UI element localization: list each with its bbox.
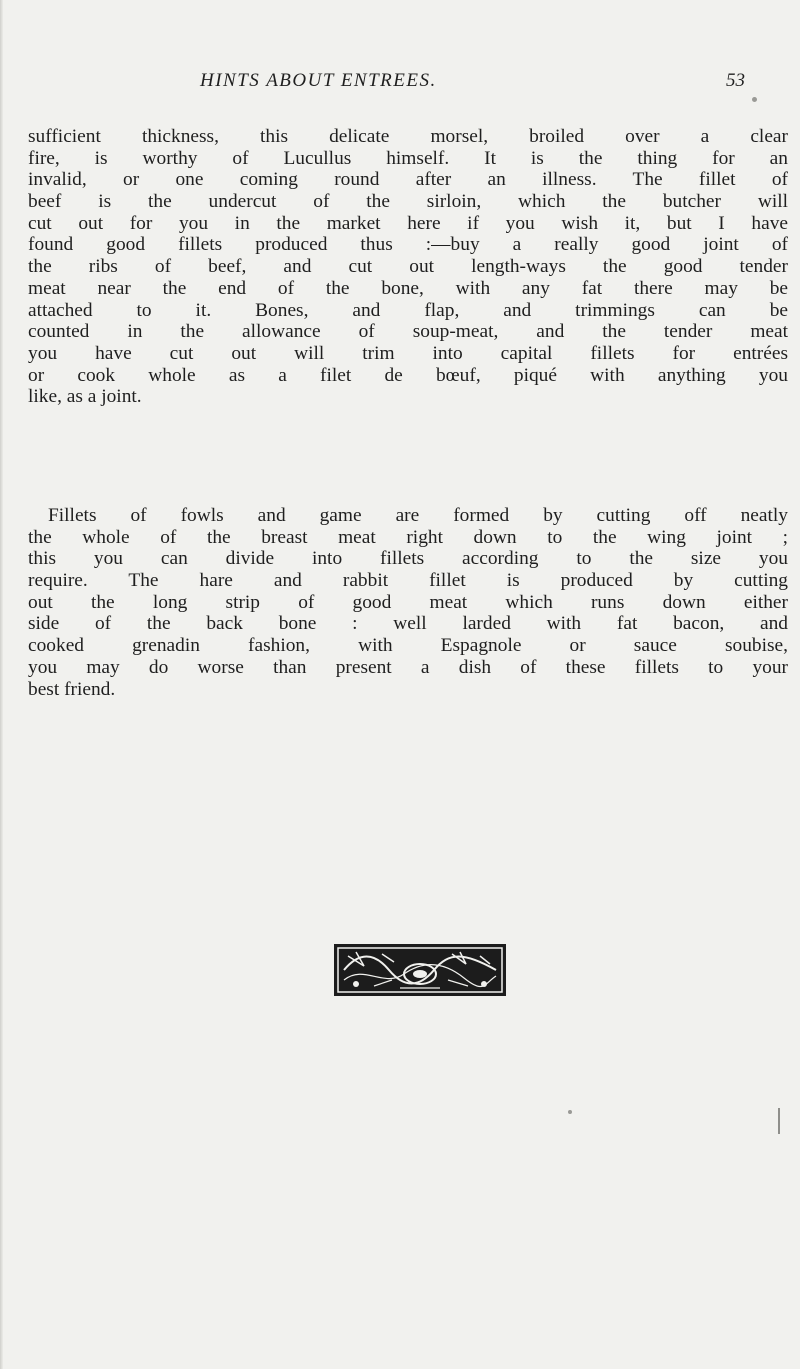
tailpiece-ornament-icon (334, 944, 506, 996)
text-line: the whole of the breast meat right down to the wing joint ; (28, 526, 788, 548)
paper-mark (778, 1108, 780, 1134)
text-line: sufficient thickness, this delicate morsel, broiled over a clear (28, 126, 788, 147)
text-line: you have cut out will trim into capital fillets for entrées (28, 342, 788, 364)
page-edge (0, 0, 3, 1369)
text-line: this you can divide into fillets according to the size you (28, 548, 788, 570)
text-line: require. The hare and rabbit fillet is produced by cutting (28, 570, 788, 592)
text-line: invalid, or one coming round after an illness. The fillet of (28, 169, 788, 191)
page-number: 53 (726, 70, 745, 91)
text-line: best friend. (28, 678, 116, 700)
text-line: meat near the end of the bone, with any fat there may be (28, 277, 788, 299)
running-title: HINTS ABOUT ENTREES. (200, 70, 437, 91)
text-line: side of the back bone : well larded with fat bacon, and (28, 613, 788, 635)
text-line: out the long strip of good meat which runs down either (28, 591, 788, 613)
text-line: like, as a joint. (28, 386, 142, 408)
text-line: cut out for you in the market here if you wish it, but I have (28, 212, 788, 234)
text-line: attached to it. Bones, and flap, and trimmings can be (28, 299, 788, 321)
text-line: you may do worse than present a dish of these fillets to your (28, 656, 788, 678)
text-line: the ribs of beef, and cut out length-ways the good tender (28, 256, 788, 278)
paragraph-fowl-and-game-fillets (28, 505, 788, 700)
text-line: found good fillets produced thus :—buy a really good joint of (28, 234, 788, 256)
paragraph-fillet-of-beef (28, 126, 788, 408)
text-line: cooked grenadin fashion, with Espagnole or sauce soubise, (28, 635, 788, 657)
paper-speck (752, 97, 757, 102)
paper-speck (568, 1110, 572, 1114)
text-line: fire, is worthy of Lucullus himself. It is the thing for an (28, 147, 788, 169)
text-line: beef is the undercut of the sirloin, which the butcher will (28, 191, 788, 213)
text-line: counted in the allowance of soup-meat, and the tender meat (28, 321, 788, 343)
text-line: or cook whole as a filet de bœuf, piqué with anything you (28, 364, 788, 386)
text-line: Fillets of fowls and game are formed by cutting off neatly (48, 505, 788, 526)
